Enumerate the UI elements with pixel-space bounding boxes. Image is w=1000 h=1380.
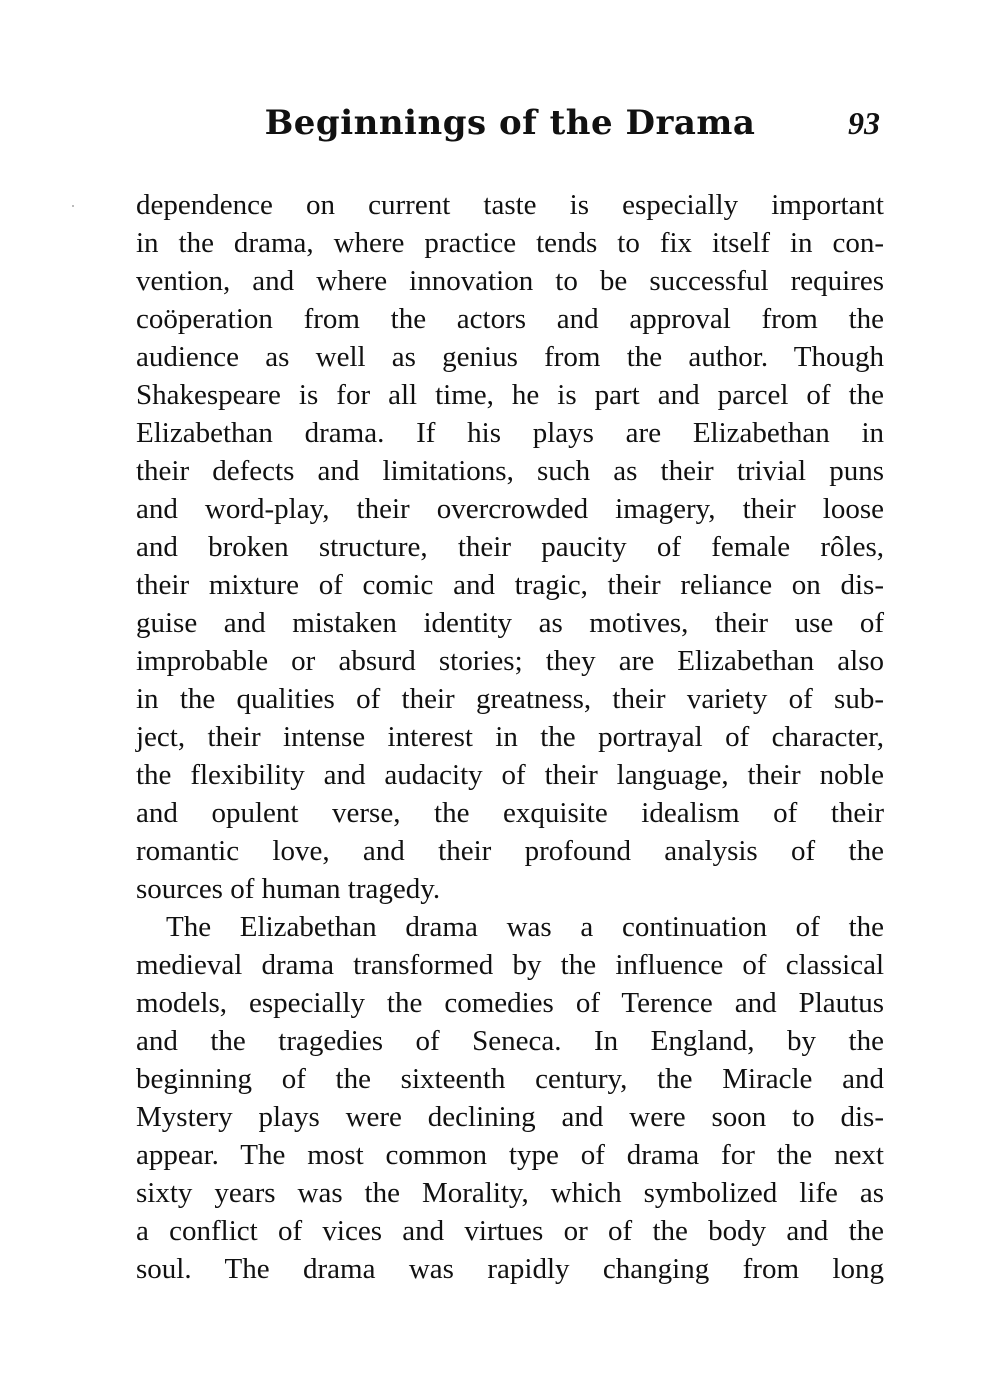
text-line: audience as well as genius from the author. Though bbox=[136, 341, 884, 373]
paragraph-2 bbox=[136, 908, 884, 1288]
text-line: the flexibility and audacity of their language, their noble bbox=[136, 759, 884, 791]
running-title: Beginnings of the Drama bbox=[264, 103, 756, 143]
text-line: and the tragedies of Seneca. In England, by the bbox=[136, 1025, 884, 1057]
text-line: sources of human tragedy. bbox=[136, 873, 441, 905]
text-line: their defects and limitations, such as their trivial puns bbox=[136, 455, 884, 487]
text-line: Elizabethan drama. If his plays are Elizabethan in bbox=[136, 417, 884, 449]
text-line: ject, their intense interest in the portrayal of character, bbox=[136, 721, 884, 753]
text-line: improbable or absurd stories; they are Elizabethan also bbox=[136, 645, 884, 677]
text-line: in the drama, where practice tends to fix itself in con- bbox=[136, 227, 884, 259]
text-line: sixty years was the Morality, which symbolized life as bbox=[136, 1177, 884, 1209]
text-line: The Elizabethan drama was a continuation of the bbox=[166, 911, 884, 943]
text-line: romantic love, and their profound analysis of the bbox=[136, 835, 884, 867]
text-line: their mixture of comic and tragic, their reliance on dis- bbox=[136, 569, 884, 601]
margin-speck bbox=[72, 205, 74, 207]
text-line: a conflict of vices and virtues or of the body and the bbox=[136, 1215, 884, 1247]
text-line: coöperation from the actors and approval from the bbox=[136, 303, 884, 335]
text-line: vention, and where innovation to be successful requires bbox=[136, 265, 884, 297]
text-line: models, especially the comedies of Terence and Plautus bbox=[136, 987, 884, 1019]
text-line: guise and mistaken identity as motives, their use of bbox=[136, 607, 884, 639]
text-line: and opulent verse, the exquisite idealism of their bbox=[136, 797, 884, 829]
text-line: dependence on current taste is especially important bbox=[136, 189, 884, 221]
text-line: beginning of the sixteenth century, the Miracle and bbox=[136, 1063, 884, 1095]
text-line: Mystery plays were declining and were soon to dis- bbox=[136, 1101, 884, 1133]
page-number: 93 bbox=[848, 105, 880, 141]
text-line: and word-play, their overcrowded imagery, their loose bbox=[136, 493, 884, 525]
running-head bbox=[136, 98, 884, 148]
paragraph-1 bbox=[136, 186, 884, 908]
body-text bbox=[136, 186, 884, 1288]
text-line: Shakespeare is for all time, he is part and parcel of the bbox=[136, 379, 884, 411]
text-line: in the qualities of their greatness, their variety of sub- bbox=[136, 683, 884, 715]
text-line: appear. The most common type of drama for the next bbox=[136, 1139, 884, 1171]
text-line: and broken structure, their paucity of female rôles, bbox=[136, 531, 884, 563]
text-line: medieval drama transformed by the influence of classical bbox=[136, 949, 884, 981]
text-line: soul. The drama was rapidly changing from long bbox=[136, 1253, 884, 1285]
